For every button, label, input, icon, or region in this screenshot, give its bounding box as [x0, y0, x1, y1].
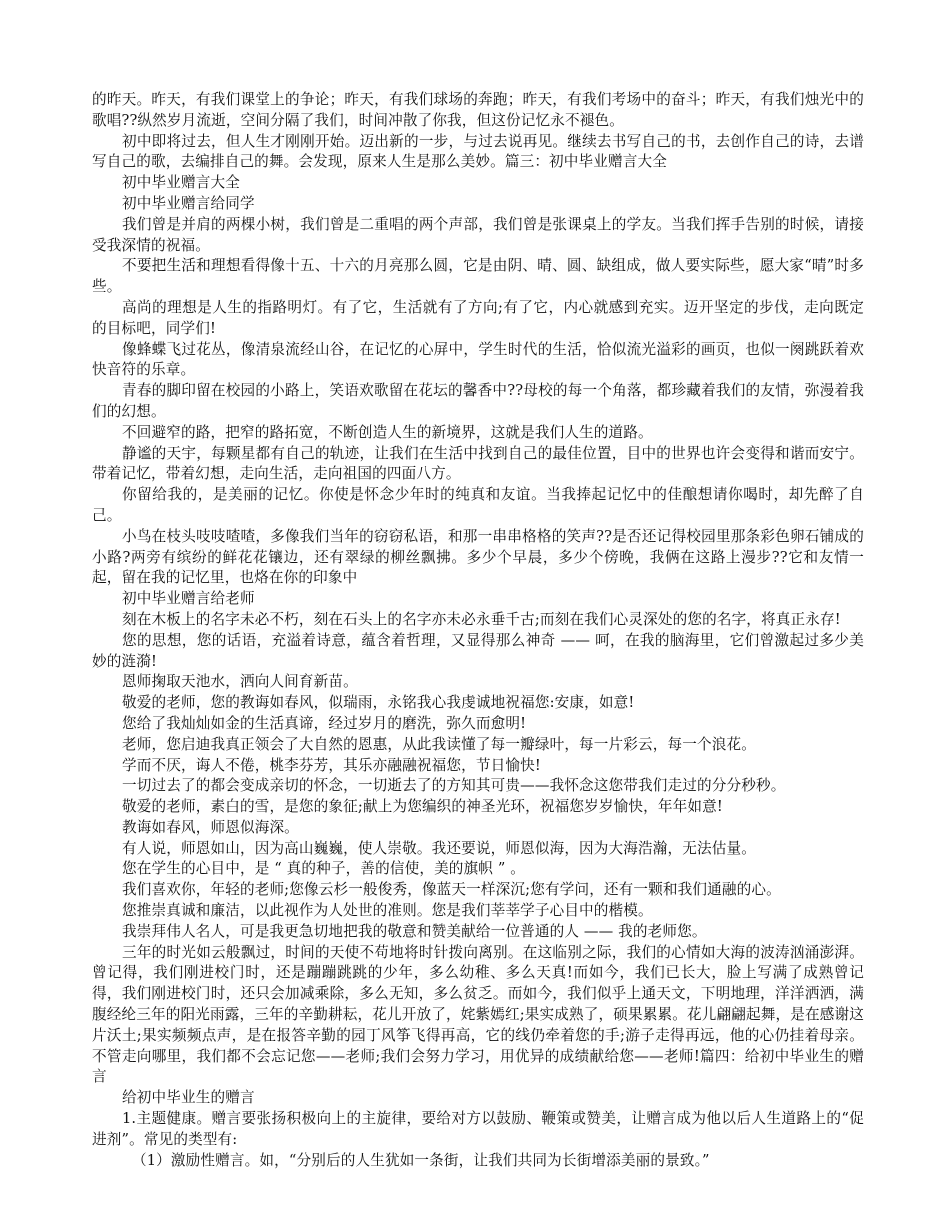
paragraph-18: 您给了我灿灿如金的生活真谛，经过岁月的磨洗，弥久而愈明! — [122, 714, 527, 732]
paragraph-20: 学而不厌，诲人不倦，桃李芬芳，其乐亦融融祝福您，节日愉快! — [122, 756, 541, 774]
paragraph-21: 一切过去了的都会变成亲切的怀念，一切逝去了的方知其可贵——我怀念这您带我们走过的分分秒秒。 — [122, 777, 786, 795]
paragraph-11: 你留给我的，是美丽的记忆。你使是怀念少年时的纯真和友谊。当我捧起记忆中的佳酿想请你喝时，却先醉了自己。 — [92, 486, 864, 524]
paragraph-14: 刻在木板上的名字未必不朽，刻在石头上的名字亦未必永垂千古;而刻在我们心灵深处的您的名字，将真正永存! — [122, 610, 841, 628]
paragraph-0: 的昨天。昨天，有我们课堂上的争论；昨天，有我们球场的奔跑；昨天，有我们考场中的奋斗；昨天，有我们烛光中的歌唱??纵然岁月流逝，空间分隔了我们，时间冲散了你我，但这份记忆永不褪色。 — [92, 91, 864, 129]
paragraph-9: 不回避窄的路，把窄的路拓宽，不断创造人生的新境界，这就是我们人生的道路。 — [122, 423, 653, 441]
paragraph-15: 您的思想，您的话语，充溢着诗意，蕴含着哲理，又显得那么神奇 —— 呵，在我的脑海里，它们曾激起过多少美妙的涟漪! — [92, 631, 864, 670]
paragraph-6: 高尚的理想是人生的指路明灯。有了它，生活就有了方向;有了它，内心就感到充实。迈开坚定的步伐，走向既定的目标吧，同学们! — [92, 298, 864, 337]
paragraph-22: 敬爱的老师，素白的雪，是您的象征;献上为您编织的神圣光环，祝福您岁岁愉快，年年如意! — [122, 798, 723, 816]
paragraph-8: 青春的脚印留在校园的小路上，笑语欢歌留在花坛的馨香中??母校的每一个角落，都珍藏着我们的友情，弥漫着我们的幻想。 — [92, 382, 864, 420]
paragraph-26: 我们喜欢你，年轻的老师;您像云杉一般俊秀，像蓝天一样深沉;您有学问，还有一颗和我们通融的心。 — [122, 881, 781, 899]
paragraph-17: 敬爱的老师，您的教诲如春风，似瑞雨，永铭我心我虔诚地祝福您:安康，如意! — [122, 694, 635, 712]
paragraph-32: （1）激励性赠言。如，“分别后的人生犹如一条街，让我们共同为长街增添美丽的景致。” — [132, 1151, 710, 1169]
paragraph-10: 静谧的天宇，每颗星都有自己的轨迹，让我们在生活中找到自己的最佳位置，目中的世界也许会变得和谐而安宁。带着记忆，带着幻想，走向生活，走向祖国的四面八方。 — [92, 444, 864, 483]
paragraph-12: 小鸟在枝头吱吱喳喳，多像我们当年的窃窃私语，和那一串串格格的笑声??是否还记得校园里那条彩色卵石铺成的小路?两旁有缤纷的鲜花花镶边，还有翠绿的柳丝飘拂。多少个早晨，多少个傍晚，我俩在这路上漫步??它和友情一起，留在我的记忆里，也烙在你的印象中 — [92, 527, 864, 587]
paragraph-1: 初中即将过去，但人生才刚刚开始。迈出新的一步，与过去说再见。继续去书写自己的书，去创作自己的诗，去谱写自己的歌，去编排自己的舞。会发现，原来人生是那么美妙。篇三：初中毕业赠言大全 — [92, 132, 864, 171]
paragraph-25: 您在学生的心目中，是 “ 真的种子，善的信使，美的旗帜 ” 。 — [122, 860, 525, 878]
section-heading: 初中毕业赠言大全 — [122, 174, 240, 192]
sub-heading-classmates: 初中毕业赠言给同学 — [122, 194, 255, 212]
paragraph-24: 有人说，师恩如山，因为高山巍巍，使人崇敬。我还要说，师恩似海，因为大海浩瀚，无法估量。 — [122, 839, 756, 857]
paragraph-28: 我崇拜伟人名人，可是我更急切地把我的敬意和赞美献给一位普通的人 —— 我的老师您。 — [122, 922, 707, 940]
paragraph-7: 像蜂蝶飞过花丛，像清泉流经山谷，在记忆的心屏中，学生时代的生活，恰似流光溢彩的画页，也似一阕跳跃着欢快音符的乐章。 — [92, 340, 864, 379]
paragraph-5: 不要把生活和理想看得像十五、十六的月亮那么圆，它是由阴、晴、圆、缺组成，做人要实际些，愿大家“晴”时多些。 — [92, 257, 864, 296]
document-page — [92, 90, 864, 1171]
paragraph-31: 1.主题健康。赠言要张扬积极向上的主旋律，要给对方以鼓励、鞭策或赞美，让赠言成为他以后人生道路上的“促进剂”。常见的类型有: — [92, 1110, 864, 1148]
paragraph-16: 恩师掬取天池水，洒向人间育新苗。 — [122, 673, 358, 691]
paragraph-23: 教诲如春风，师恩似海深。 — [122, 818, 299, 836]
paragraph-27: 您推崇真诚和廉洁，以此视作为人处世的准则。您是我们莘莘学子心目中的楷模。 — [122, 902, 653, 920]
section-heading-graduates: 给初中毕业生的赠言 — [122, 1089, 255, 1107]
paragraph-29: 三年的时光如云般飘过，时间的天使不苟地将时针拨向离别。在这临别之际，我们的心情如大海的波涛汹涌澎湃。曾记得，我们刚进校门时，还是蹦蹦跳跳的少年，多么幼稚、多么天真!而如今，我们已长大，脸上写满了成熟曾记得，我们刚进校门时，还只会加减乘除，多么无知，多么贫乏。而如今，我们似乎上通天文，下明地理，洋洋洒洒，满腹经纶三年的阳光雨露，三年的辛勤耕耘，花儿开放了，姹紫嫣红;果实成熟了，硕果累累。花儿翩翩起舞，是在感谢这片沃土;果实频频点声，是在报答辛勤的园丁风筝飞得再高，它的线仍牵着您的手;游子走得再远，他的心仍挂着母亲。不管走向哪里，我们都不会忘记您——老师;我们会努力学习，用优异的成绩献给您——老师!篇四：给初中毕业生的赠言 — [92, 943, 864, 1086]
paragraph-19: 老师，您启迪我真正领会了大自然的恩惠，从此我读懂了每一瓣绿叶，每一片彩云，每一个浪花。 — [122, 735, 756, 753]
sub-heading-teachers: 初中毕业赠言给老师 — [122, 590, 255, 608]
paragraph-4: 我们曾是并肩的两棵小树，我们曾是二重唱的两个声部，我们曾是张课桌上的学友。当我们挥手告别的时候，请接受我深情的祝福。 — [92, 215, 864, 254]
